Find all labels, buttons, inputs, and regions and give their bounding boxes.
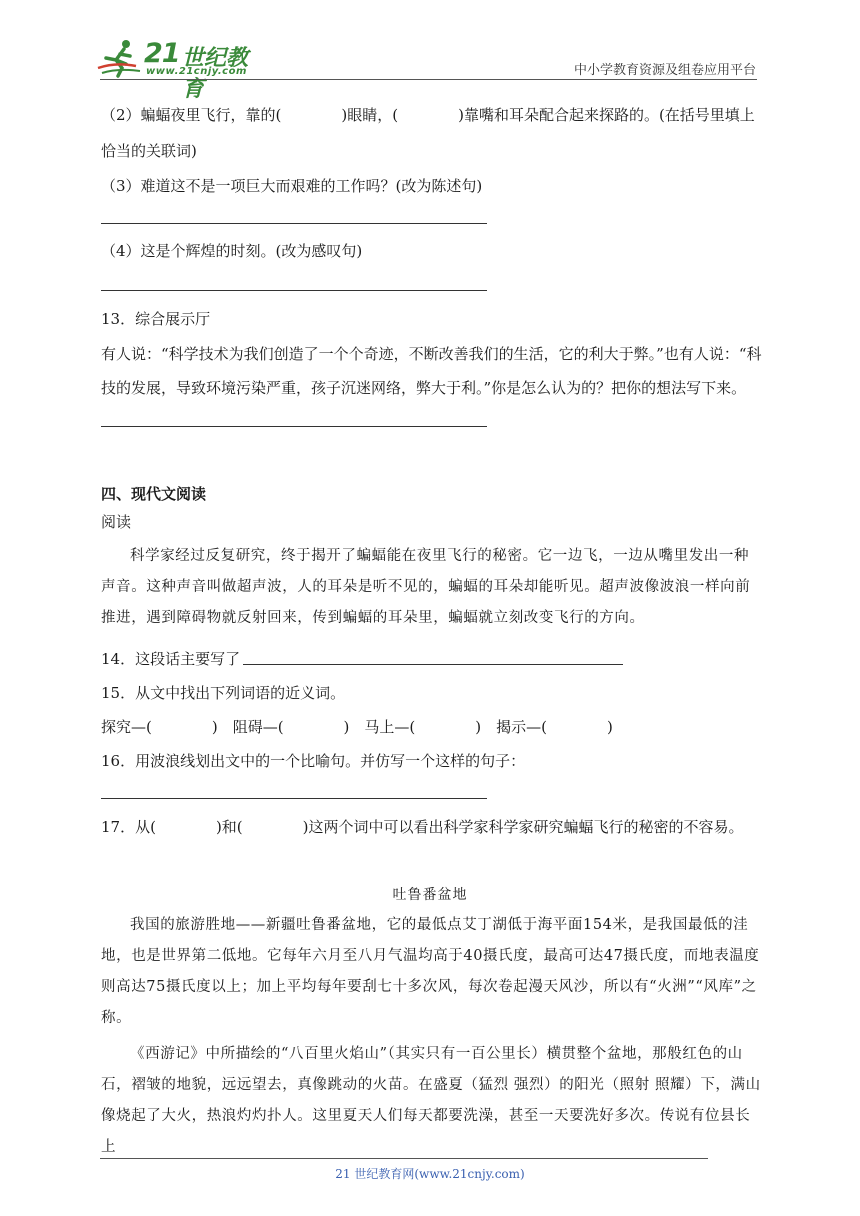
answer-line-12-4[interactable] (101, 290, 487, 291)
logo-url: www.21cnjy.com (146, 66, 247, 77)
site-logo (96, 36, 266, 102)
header-divider (100, 79, 757, 80)
answer-line-14[interactable] (243, 664, 623, 665)
passage-2-paragraph-2: 《西游记》中所描绘的“八百里火焰山”（其实只有一百公里长）横贯整个盆地，那般红色的山石，褶皱的地貌，远远望去，真像跳动的火苗。在盛夏（猛烈 强烈）的阳光（照射 照耀）下，满山像烧起了大火，热浪灼灼扑人。这里夏天人们每天都要洗澡，甚至一天要洗好多次。传说有位县长上 (101, 1046, 761, 1155)
footer-link[interactable]: 21 世纪教育网(www.21cnjy.com) (335, 1167, 525, 1181)
question-15-words: 探究—( ) 阻碍—( ) 马上—( ) 揭示—( ) (101, 718, 613, 736)
reading-passage-1: 科学家经过反复研究，终于揭开了蝙蝠能在夜里飞行的秘密。它一边飞，一边从嘴里发出一种声音。这种声音叫做超声波，人的耳朵是听不见的，蝙蝠的耳朵却能听见。超声波像波浪一样向前推进，遇到障碍物就反射回来，传到蝙蝠的耳朵里，蝙蝠就立刻改变飞行的方向。 (101, 548, 751, 626)
question-17: 17．从( )和( )这两个词中可以看出科学家科学家研究蝙蝠飞行的秘密的不容易。 (101, 818, 744, 836)
reading-label: 阅读 (101, 513, 132, 531)
logo-text: 世纪教育 (182, 46, 249, 102)
question-12-part-4: （4）这是个辉煌的时刻。(改为感叹句) (101, 242, 363, 260)
question-13-line-1: 有人说：“科学技术为我们创造了一个个奇迹，不断改善我们的生活，它的利大于弊。”也有人说：“科 (101, 345, 762, 363)
logo-number: 21 (144, 38, 180, 69)
passage-2-paragraph-1: 我国的旅游胜地——新疆吐鲁番盆地，它的最低点艾丁湖低于海平面154米，是我国最低的洼地，也是世界第二低地。它每年六月至八月气温均高于40摄氏度，最高可达47摄氏度，而地表温度则高达75摄氏度以上；加上平均每年要刮七十多次风，每次卷起漫天风沙，所以有“火洲”“风库”之称。 (101, 917, 760, 1026)
question-14: 14．这段话主要写了 (101, 650, 241, 668)
answer-line-16[interactable] (101, 798, 487, 799)
header-platform-text: 中小学教育资源及组卷应用平台 (573, 63, 756, 78)
footer-divider (100, 1158, 708, 1159)
question-12-part-2-line-1: （2）蝙蝠夜里飞行，靠的( )眼睛，( )靠嘴和耳朵配合起来探路的。(在括号里填上 (101, 106, 755, 124)
question-12-part-2-line-2: 恰当的关联词) (101, 142, 197, 160)
section-4-heading: 四、现代文阅读 (101, 485, 207, 503)
passage-2-title: 吐鲁番盆地 (392, 887, 468, 903)
question-12-part-3: （3）难道这不是一项巨大而艰难的工作吗？(改为陈述句) (101, 177, 483, 195)
answer-line-13[interactable] (101, 426, 487, 427)
question-16: 16．用波浪线划出文中的一个比喻句。并仿写一个这样的句子： (101, 752, 526, 770)
question-13-title: 13．综合展示厅 (101, 310, 211, 328)
runner-logo-icon (96, 38, 146, 78)
question-15: 15．从文中找出下列词语的近义词。 (101, 684, 346, 702)
question-13-line-2: 技的发展，导致环境污染严重，孩子沉迷网络，弊大于利。”你是怎么认为的？把你的想法写下来。 (101, 379, 747, 397)
answer-line-12-3[interactable] (101, 223, 487, 224)
reading-passage-2 (101, 910, 761, 1163)
